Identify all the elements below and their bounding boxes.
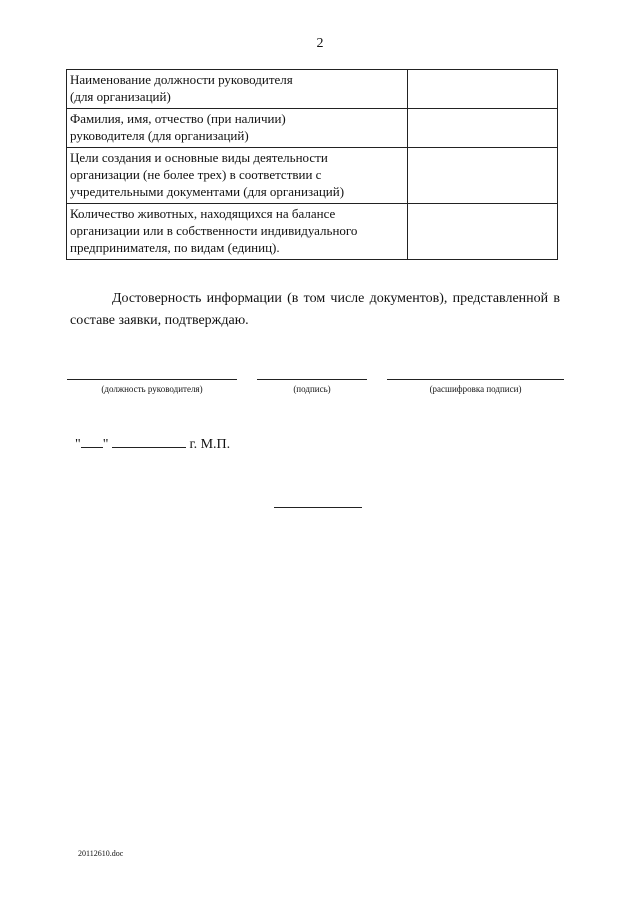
label-line: Количество животных, находящихся на балансе	[70, 206, 336, 221]
year-stamp-label: г. М.П.	[189, 437, 231, 452]
month-year-blank[interactable]	[112, 435, 186, 448]
row-label-purposes	[67, 148, 408, 204]
table-row	[67, 204, 558, 260]
label-line: Цели создания и основные виды деятельности	[70, 150, 328, 165]
date-close-quote: "	[102, 437, 109, 452]
label-line: организации или в собственности индивидуального	[70, 223, 358, 238]
row-label-position	[67, 70, 408, 109]
table-row	[67, 148, 558, 204]
label-line: (для организаций)	[70, 89, 171, 104]
label-line: учредительными документами (для организаций)	[70, 184, 345, 199]
position-caption: (должность руководителя)	[101, 384, 203, 394]
row-label-animal-count	[67, 204, 408, 260]
date-line	[75, 435, 230, 453]
row-label-full-name	[67, 109, 408, 148]
page-number: 2	[316, 36, 324, 51]
signature-caption: (подпись)	[293, 384, 331, 394]
label-line: предпринимателя, по видам (единиц).	[70, 240, 280, 255]
applicant-info-table	[66, 69, 558, 260]
end-of-document-rule	[274, 507, 362, 508]
decoding-signature-line[interactable]	[387, 379, 564, 380]
position-signature-line[interactable]	[67, 379, 237, 380]
label-line: Наименование должности руководителя	[70, 72, 293, 87]
signature-line[interactable]	[257, 379, 367, 380]
decoding-caption: (расшифровка подписи)	[429, 384, 522, 394]
row-value-purposes[interactable]	[408, 148, 558, 204]
table-row	[67, 70, 558, 109]
label-line: Фамилия, имя, отчество (при наличии)	[70, 111, 286, 126]
label-line: руководителя (для организаций)	[70, 128, 249, 143]
row-value-position[interactable]	[408, 70, 558, 109]
confirmation-text: Достоверность информации (в том числе документов), представленной в составе заявки, подтверждаю.	[70, 291, 560, 328]
table-row	[67, 109, 558, 148]
row-value-full-name[interactable]	[408, 109, 558, 148]
label-line: организации (не более трех) в соответствии с	[70, 167, 322, 182]
footer-file-code: 20112610.doc	[78, 849, 124, 858]
date-open-quote: "	[75, 437, 81, 452]
day-blank[interactable]	[81, 435, 103, 448]
row-value-animal-count[interactable]	[408, 204, 558, 260]
